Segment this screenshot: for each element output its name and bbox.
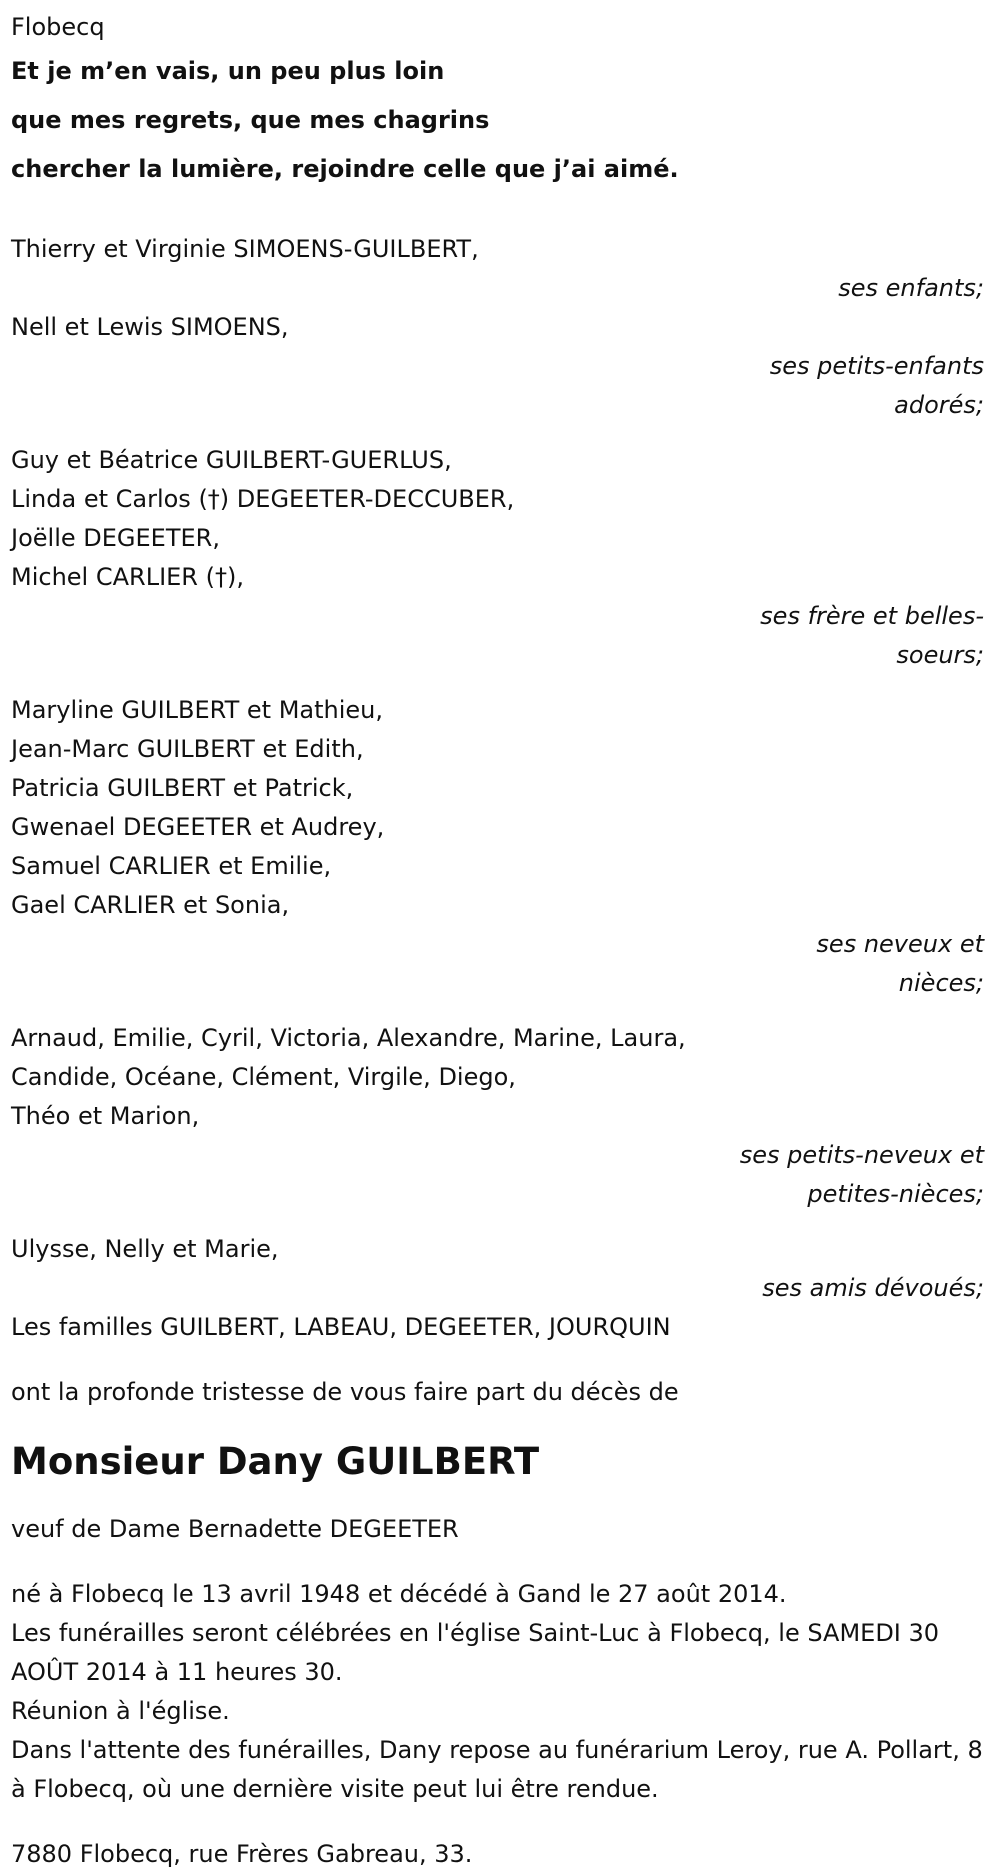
poem (11, 47, 984, 194)
relation-label: nièces; (898, 969, 984, 997)
relation-label: ses enfants; (838, 274, 984, 302)
deceased-name: Monsieur Dany GUILBERT (11, 1440, 540, 1483)
families-line: Les familles GUILBERT, LABEAU, DEGEETER, JOURQUIN (11, 1313, 671, 1341)
poem-line: chercher la lumière, rejoindre celle que j’ai aimé. (11, 155, 679, 183)
family-group-siblings (11, 441, 984, 675)
widower-line: veuf de Dame Bernadette DEGEETER (11, 1515, 459, 1543)
funeral-details: Les funérailles seront célébrées en l'église Saint-Luc à Flobecq, le SAMEDI 30 AOÛT 2014 à 11 heures 30. (11, 1619, 940, 1686)
family-group-nephews (11, 691, 984, 1003)
family-names: Samuel CARLIER et Emilie, (11, 852, 332, 880)
location-heading: Flobecq (11, 13, 105, 41)
relation-label: ses frère et belles- (760, 602, 984, 630)
rest-details: Dans l'attente des funérailles, Dany repose au funérarium Leroy, rue A. Pollart, 8 à Flobecq, où une dernière visite peut lui être rendue. (11, 1736, 983, 1803)
family-names: Michel CARLIER (†), (11, 563, 244, 591)
relation-label: ses amis dévoués; (762, 1274, 984, 1302)
family-names: Gael CARLIER et Sonia, (11, 891, 290, 919)
family-group-grand-nephews (11, 1019, 984, 1214)
family-names: Joëlle DEGEETER, (11, 524, 220, 552)
family-names: Guy et Béatrice GUILBERT-GUERLUS, (11, 446, 452, 474)
family-names: Nell et Lewis SIMOENS, (11, 313, 289, 341)
poem-line: que mes regrets, que mes chagrins (11, 106, 490, 134)
relation-label: ses petits-neveux et (739, 1141, 984, 1169)
family-names: Arnaud, Emilie, Cyril, Victoria, Alexandre, Marine, Laura, (11, 1024, 686, 1052)
relation-label: adorés; (894, 391, 984, 419)
family-names: Thierry et Virginie SIMOENS-GUILBERT, (11, 235, 479, 263)
relation-label: ses petits-enfants (769, 352, 984, 380)
family-names: Patricia GUILBERT et Patrick, (11, 774, 354, 802)
family-names: Linda et Carlos (†) DEGEETER-DECCUBER, (11, 485, 515, 513)
address-line: 7880 Flobecq, rue Frères Gabreau, 33. (11, 1840, 473, 1868)
family-group-friends (11, 1230, 984, 1308)
family-names: Gwenael DEGEETER et Audrey, (11, 813, 385, 841)
poem-line: Et je m’en vais, un peu plus loin (11, 57, 445, 85)
family-group-children (11, 230, 984, 308)
family-names: Ulysse, Nelly et Marie, (11, 1235, 279, 1263)
family-group-grandchildren (11, 308, 984, 425)
family-names: Candide, Océane, Clément, Virgile, Diego, (11, 1063, 516, 1091)
family-names: Théo et Marion, (11, 1102, 200, 1130)
announcement-text: ont la profonde tristesse de vous faire part du décès de (11, 1378, 679, 1406)
relation-label: soeurs; (896, 641, 984, 669)
relation-label: petites-nièces; (807, 1180, 984, 1208)
relation-label: ses neveux et (816, 930, 984, 958)
birth-death-line: né à Flobecq le 13 avril 1948 et décédé à Gand le 27 août 2014. (11, 1580, 787, 1608)
family-names: Jean-Marc GUILBERT et Edith, (11, 735, 364, 763)
meeting-line: Réunion à l'église. (11, 1697, 230, 1725)
obituary-content (11, 8, 984, 1874)
family-names: Maryline GUILBERT et Mathieu, (11, 696, 383, 724)
